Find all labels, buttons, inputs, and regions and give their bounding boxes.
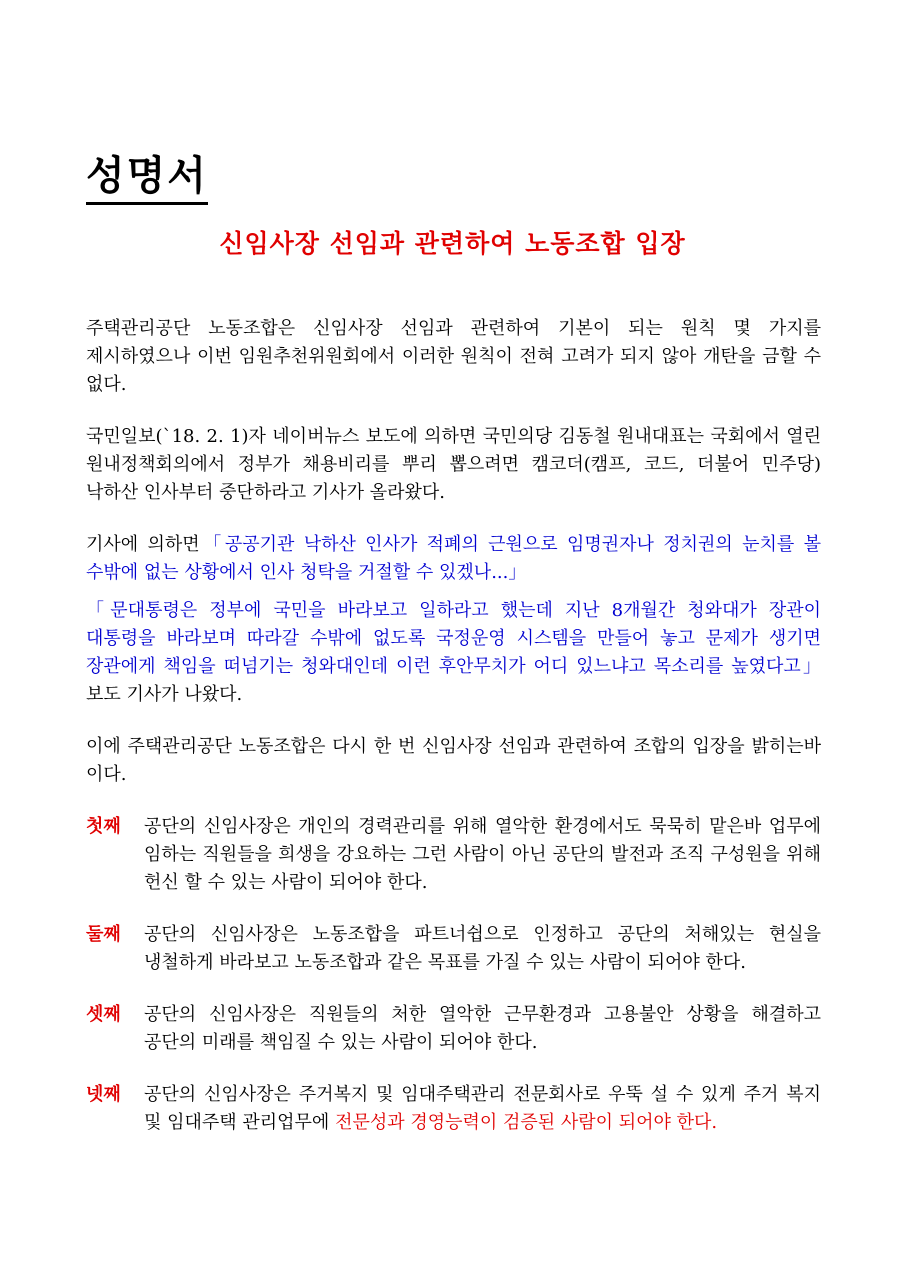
item-label: 첫째	[86, 816, 121, 837]
document-subtitle: 신임사장 선임과 관련하여 노동조합 입장	[219, 229, 686, 258]
paragraph-article-quote-1	[86, 531, 821, 587]
item-text-highlight: 전문성과 경영능력이 검증된 사람이 되어야 한다.	[335, 1112, 718, 1133]
item-text-main: 공단의 신임사장은 주거복지 및 임대주택관리 전문회사로 우뚝 설 수 있게 주거 복지 및 임대주택 관리업무에	[144, 1084, 821, 1133]
document-body	[86, 315, 821, 1161]
item-label: 넷째	[86, 1084, 121, 1105]
article-quote-2: 「문대통령은 정부에 국민을 바라보고 일하라고 했는데 지난 8개월간 청와대가 장관이 대통령을 바라보며 따라갈 수밖에 없도록 국정운영 시스템을 만들어 놓고 문제가 생기면 장관에게 책임을 떠넘기는 청와대인데 이런 후안무치가 어디 있느냐고 목소리를 높였다고」	[86, 600, 821, 677]
item-text: 공단의 신임사장은 개인의 경력관리를 위해 열악한 환경에서도 묵묵히 맡은바 업무에 임하는 직원들을 희생을 강요하는 그런 사람이 아닌 공단의 발전과 조직 구성원을 위해 헌신 할 수 있는 사람이 되어야 한다.	[144, 816, 821, 893]
article-quote-suffix: 보도 기사가 나왔다.	[86, 684, 243, 705]
paragraph-union-position: 이에 주택관리공단 노동조합은 다시 한 번 신임사장 선임과 관련하여 조합의 입장을 밝히는바 이다.	[86, 736, 821, 785]
item-text	[144, 1081, 821, 1137]
list-item-second	[86, 921, 821, 977]
paragraph-news-report: 국민일보(`18. 2. 1)자 네이버뉴스 보도에 의하면 국민의당 김동철 원내대표는 국회에서 열린 원내정책회의에서 정부가 채용비리를 뿌리 뽑으려면 캠코더(캠프, 코드, 더불어 민주당) 낙하산 인사부터 중단하라고 기사가 올라왔다.	[86, 426, 821, 503]
paragraph-article-quote-2	[86, 597, 821, 709]
list-item-fourth	[86, 1081, 821, 1137]
article-quote-1: 「공공기관 낙하산 인사가 적폐의 근원으로 임명권자나 정치권의 눈치를 볼 수밖에 없는 상황에서 인사 청탁을 거절할 수 있겠나...」	[86, 534, 821, 583]
item-label: 셋째	[86, 1004, 121, 1025]
list-item-third	[86, 1001, 821, 1057]
item-text: 공단의 신임사장은 직원들의 처한 열악한 근무환경과 고용불안 상황을 해결하고 공단의 미래를 책임질 수 있는 사람이 되어야 한다.	[144, 1004, 821, 1053]
article-quote-prefix: 기사에 의하면	[86, 534, 200, 555]
list-item-first	[86, 813, 821, 897]
document-title: 성명서	[86, 150, 208, 205]
paragraph-intro: 주택관리공단 노동조합은 신임사장 선임과 관련하여 기본이 되는 원칙 몇 가지를 제시하였으나 이번 임원추천위원회에서 이러한 원칙이 전혀 고려가 되지 않아 개탄을 금할 수 없다.	[86, 318, 821, 395]
item-text: 공단의 신임사장은 노동조합을 파트너쉽으로 인정하고 공단의 처해있는 현실을 냉철하게 바라보고 노동조합과 같은 목표를 가질 수 있는 사람이 되어야 한다.	[144, 924, 821, 973]
item-label: 둘째	[86, 924, 121, 945]
